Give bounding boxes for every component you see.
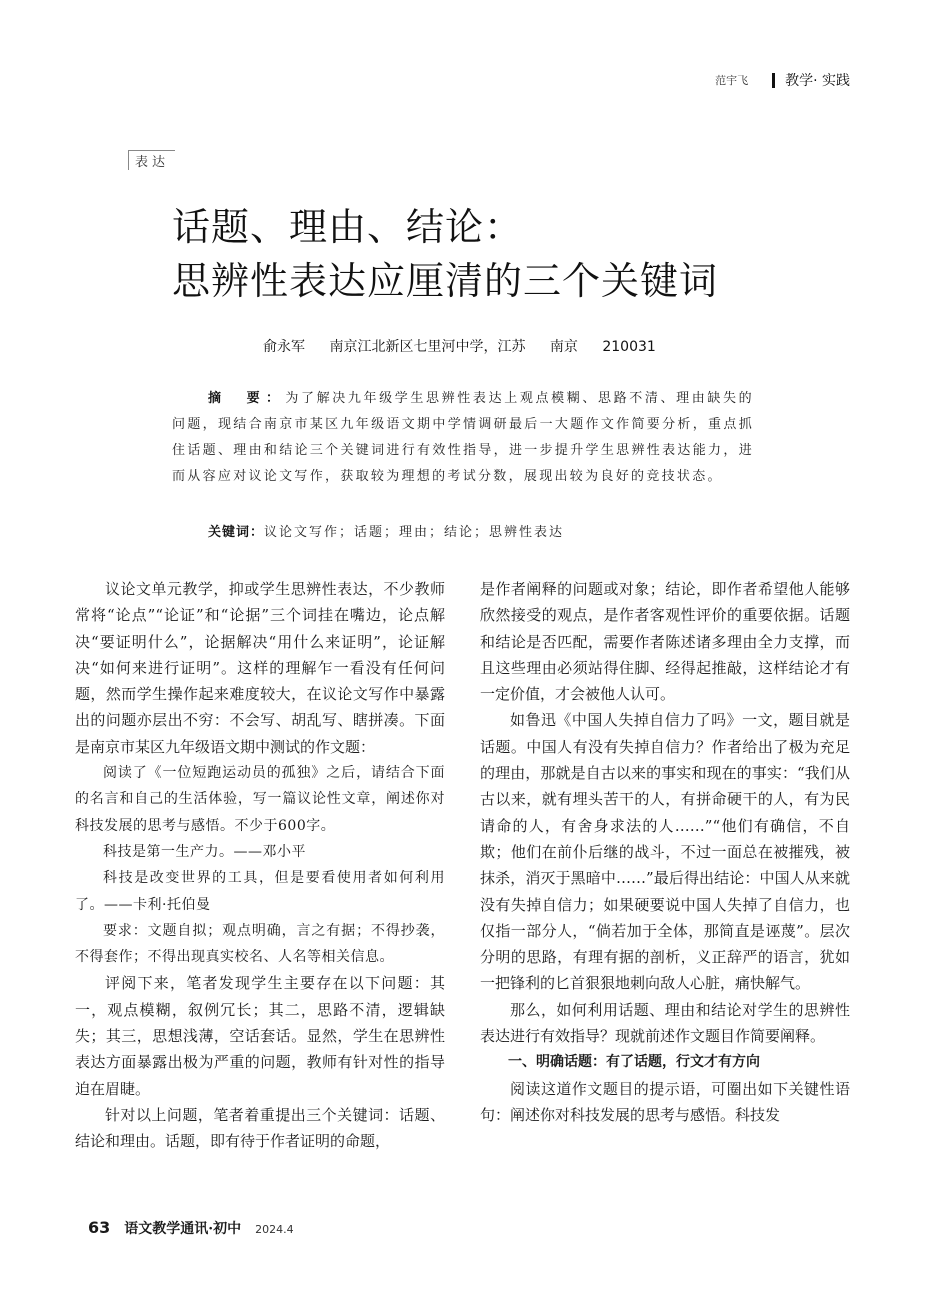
author-city: 南京 [549, 339, 578, 355]
abstract [172, 386, 754, 490]
running-header [715, 70, 850, 90]
requirements-paragraph: 要求：文题自拟；观点明确，言之有据；不得抄袭，不得套作；不得出现真实校名、人名等相关信息。 [75, 922, 445, 966]
page-footer [88, 1218, 294, 1238]
article-title [172, 200, 718, 308]
paragraph: 那么，如何利用话题、理由和结论对学生的思辨性表达进行有效指导？现就前述作文题目作简要阐释。 [480, 1000, 850, 1046]
abstract-text: 为了解决九年级学生思辨性表达上观点模糊、思路不清、理由缺失的问题，现结合南京市某区九年级语文期中学情调研最后一大题作文作简要分析，重点抓住话题、理由和结论三个关键词进行有效性指导，进一步提升学生思辨性表达能力，进而从容应对议论文写作，获取较为理想的考试分数，展现出较为良好的竞技状态。 [172, 391, 754, 484]
paragraph-continued: 是作者阐释的问题或对象；结论，即作者希望他人能够欣然接受的观点，是作者客观性评价的重要依据。话题和结论是否匹配，需要作者陈述诸多理由全力支撑，而且这些理由必须站得住脚、经得起推敲，这样结论才有一定价值，才会被他人认可。 [480, 580, 850, 704]
quote-paragraph: 科技是改变世界的工具，但是要看使用者如何利用了。——卡利·托伯曼 [75, 870, 445, 913]
author-line [263, 336, 670, 356]
section-heading: 一、明确话题：有了话题，行文才有方向 [508, 1054, 760, 1071]
header-divider-bar [772, 73, 775, 88]
paragraph: 针对以上问题，笔者着重提出三个关键词：话题、结论和理由。话题，即有待于作者证明的命题， [75, 1105, 445, 1151]
author-affiliation: 南京江北新区七里河中学，江苏 [329, 339, 526, 355]
title-line-1: 话题、理由、结论： [172, 205, 524, 249]
quote-paragraph: 科技是第一生产力。——邓小平 [103, 843, 306, 860]
abstract-label: 摘 要： [208, 391, 286, 406]
body-column-left [75, 576, 445, 1155]
journal-name: 语文教学通讯·初中 [124, 1221, 242, 1237]
paragraph: 阅读这道作文题目的提示语，可圈出如下关键性语句：阐述你对科技发展的思考与感悟。科技发 [480, 1079, 850, 1124]
keywords [172, 520, 754, 546]
editor-name: 范宇飞 [715, 74, 749, 87]
author-name: 俞永军 [263, 339, 305, 355]
paragraph: 评阅下来，笔者发现学生主要存在以下问题：其一，观点模糊，叙例冗长；其二，思路不清，逻辑缺失；其三，思想浅薄，空话套话。显然，学生在思辨性表达方面暴露出极为严重的问题，教师有针对性的指导迫在眉睫。 [75, 974, 445, 1098]
exam-prompt-paragraph: 阅读了《一位短跑运动员的孤独》之后，请结合下面的名言和自己的生活体验，写一篇议论性文章，阐述你对科技发展的思考与感悟。不少于600字。 [75, 765, 445, 834]
issue-number: 2024.4 [255, 1223, 294, 1236]
title-line-2: 思辨性表达应厘清的三个关键词 [172, 259, 719, 303]
paragraph: 议论文单元教学，抑或学生思辨性表达，不少教师常将“论点”“论证”和“论据”三个词挂在嘴边，论点解决“要证明什么”，论据解决“用什么来证明”，论证解决“如何来进行证明”。这样的理解乍一看没有任何问题，然而学生操作起来难度较大，在议论文写作中暴露出的问题亦层出不穷：不会写、胡乱写、瞎拼凑。下面是南京市某区九年级语文期中测试的作文题： [75, 580, 445, 756]
body-column-right [480, 576, 850, 1128]
column-name: 教学· 实践 [785, 73, 850, 89]
paragraph: 如鲁迅《中国人失掉自信力了吗》一文，题目就是话题。中国人有没有失掉自信力？作者给出了极为充足的理由，那就是自古以来的事实和现在的事实：“我们从古以来，就有埋头苦干的人，有拼命硬干的人，有为民请命的人，有舍身求法的人……”“他们有确信，不自欺；他们在前仆后继的战斗，不过一面总在被摧残，被抹杀，消灭于黑暗中……”最后得出结论：中国人从来就没有失掉自信力；如果硬要说中国人失掉了自信力，也仅指一部分人，“倘若加于全体，那简直是诬蔑”。层次分明的思路，有理有据的剖析，义正辞严的语言，犹如一把锋利的匕首狠狠地刺向敌人心脏，痛快解气。 [480, 711, 850, 993]
author-postcode: 210031 [602, 339, 656, 355]
section-tag: 表达 [128, 150, 175, 170]
keywords-label: 关键词： [208, 525, 265, 540]
page-number: 63 [88, 1218, 111, 1237]
keywords-text: 议论文写作；话题；理由；结论；思辨性表达 [264, 525, 565, 540]
